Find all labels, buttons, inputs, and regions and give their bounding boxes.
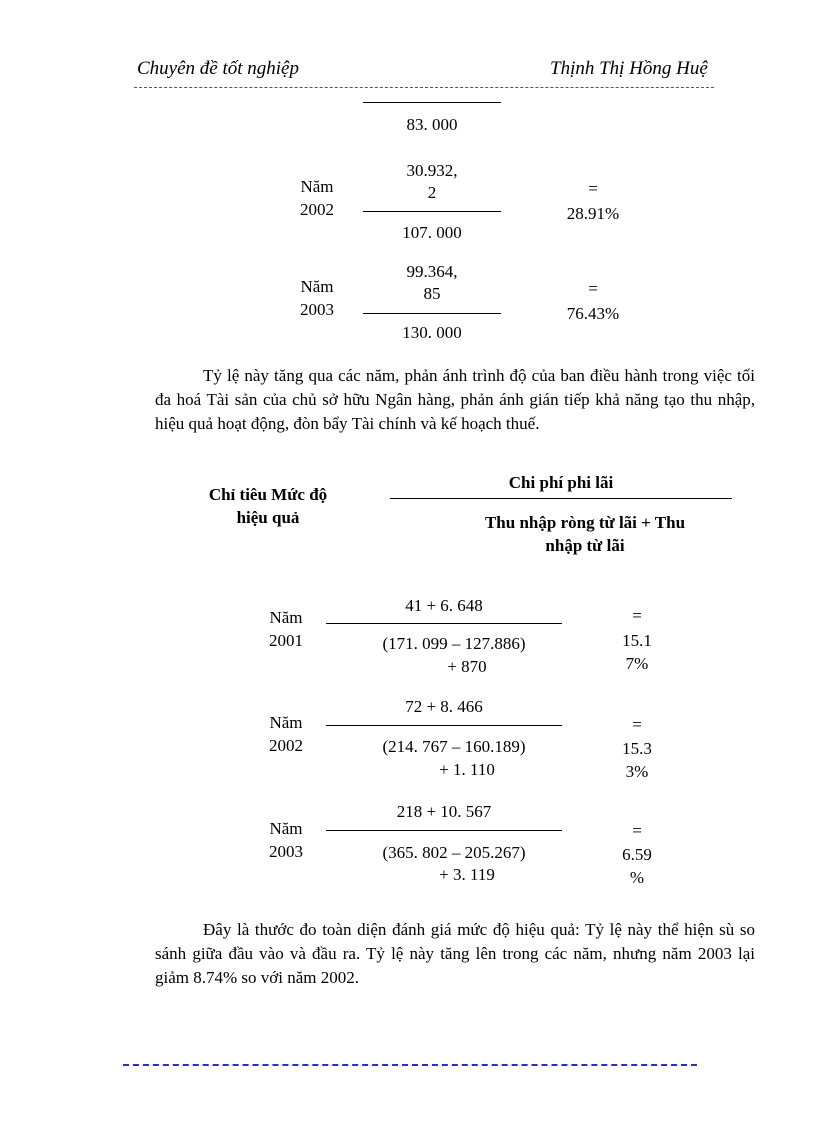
- denominator-2001: 83. 000: [406, 115, 458, 134]
- fraction-line: [363, 211, 501, 212]
- header-title: Chuyên đề tốt nghiệp: [137, 58, 299, 79]
- numerator: 99.364,: [406, 262, 458, 281]
- year-value: 2002: [300, 200, 334, 219]
- denominator-cont: + 1. 110: [439, 760, 495, 779]
- formula-denominator: Thu nhập ròng từ lãi + Thu: [484, 513, 686, 532]
- formula-denominator-cont: nhập từ lãi: [545, 536, 625, 555]
- numerator-cont: 2: [427, 183, 437, 202]
- year-value: 2001: [269, 631, 303, 650]
- result-value: 6.59: [622, 845, 652, 864]
- denominator: (365. 802 – 205.267): [382, 843, 526, 862]
- formula-numerator: Chi phí phi lãi: [508, 473, 614, 492]
- header-divider: [134, 87, 714, 88]
- numerator-cont: 85: [423, 284, 441, 303]
- result-value: 28.91%: [566, 204, 620, 223]
- paragraph-efficiency-conclusion: Đây là thước đo toàn diện đánh giá mức độ hiệu quả: Tỷ lệ này thể hiện sù so sánh giữa đầu vào và đầu ra. Tỷ lệ này tăng lên trong các năm, nhưng năm 2003 lại giảm 8.74% so với năm 2002.: [155, 920, 755, 987]
- fraction-line: [326, 725, 562, 726]
- year-label: Năm: [269, 608, 303, 627]
- equals-sign: =: [632, 821, 642, 840]
- numerator: 72 + 8. 466: [405, 697, 483, 716]
- denominator: (171. 099 – 127.886): [382, 634, 526, 653]
- equals-sign: =: [632, 715, 642, 734]
- formula-label: Chỉ tiêu Mức độ: [208, 485, 328, 504]
- formula-label-cont: hiệu quả: [236, 508, 300, 527]
- fraction-line: [326, 623, 562, 624]
- fraction-line: [326, 830, 562, 831]
- formula-fraction-line: [390, 498, 732, 499]
- fraction-line-2001: [363, 102, 501, 103]
- result-value: 76.43%: [566, 304, 620, 323]
- year-value: 2003: [300, 300, 334, 319]
- numerator: 218 + 10. 567: [396, 802, 492, 821]
- denominator-cont: + 870: [447, 657, 487, 676]
- header-author: Thịnh Thị Hồng Huệ: [550, 58, 708, 79]
- equals-sign: =: [632, 606, 642, 625]
- year-label: Năm: [300, 177, 334, 196]
- year-value: 2003: [269, 842, 303, 861]
- year-label: Năm: [269, 819, 303, 838]
- result-value-cont: 7%: [625, 654, 649, 673]
- denominator: 130. 000: [402, 323, 462, 342]
- result-value-cont: %: [629, 868, 645, 887]
- result-value-cont: 3%: [625, 762, 649, 781]
- result-value: 15.3: [622, 739, 652, 758]
- denominator: 107. 000: [402, 223, 462, 242]
- equals-sign: =: [588, 279, 598, 298]
- numerator: 30.932,: [406, 161, 458, 180]
- denominator: (214. 767 – 160.189): [382, 737, 526, 756]
- fraction-line: [363, 313, 501, 314]
- paragraph-ratio-explanation: Tỷ lệ này tăng qua các năm, phản ánh trình độ của ban điều hành trong việc tối đa hoá Tài sản của chủ sở hữu Ngân hàng, phản ánh gián tiếp khả năng tạo thu nhập, hiệu quả hoạt động, đòn bẩy Tài chính và kế hoạch thuế.: [155, 366, 755, 433]
- equals-sign: =: [588, 179, 598, 198]
- denominator-cont: + 3. 119: [439, 865, 495, 884]
- year-value: 2002: [269, 736, 303, 755]
- result-value: 15.1: [622, 631, 652, 650]
- numerator: 41 + 6. 648: [405, 596, 483, 615]
- year-label: Năm: [269, 713, 303, 732]
- year-label: Năm: [300, 277, 334, 296]
- footer-divider: [123, 1064, 697, 1066]
